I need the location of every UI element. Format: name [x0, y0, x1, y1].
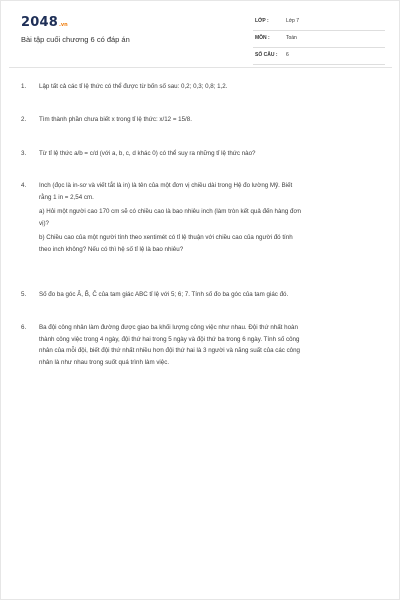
sub-question-text: a) Hỏi một người cao 170 cm sẽ có chiều cao là bao nhiêu inch (làm tròn kết quả đến hàng đơn [39, 208, 301, 215]
header-divider [9, 67, 392, 68]
meta-value: Toán [286, 35, 297, 41]
question-4a [39, 206, 389, 229]
question-text: Ba đội công nhân làm đường được giao ba khối lượng công việc như nhau. Đội thứ nhất hoàn [39, 324, 298, 331]
sub-question-text: b) Chiều cao của một người tính theo xentimét có tỉ lệ thuận với chiều cao của người đó tính [39, 234, 293, 241]
meta-value: Lớp 7 [286, 18, 300, 24]
question-text: thành công việc trong 4 ngày, đội thứ hai trong 5 ngày và đội thứ ba trong 6 ngày. Tính số công [39, 335, 300, 343]
question-text: Tìm thành phần chưa biết x trong tỉ lệ thức: x/12 = 15/8. [39, 116, 192, 123]
question-number: 4. [21, 182, 27, 189]
meta-value: 6 [286, 52, 289, 58]
meta-row-question-count [253, 51, 385, 65]
brand-logo[interactable] [21, 15, 68, 30]
question-number: 2. [21, 116, 27, 123]
document-title: Bài tập cuối chương 6 có đáp án [21, 35, 130, 44]
question-text: Số đo ba góc Â, B̂, Ĉ của tam giác ABC tỉ lệ với 5; 6; 7. Tính số đo ba góc của tam giác đó. [39, 291, 289, 298]
question-number: 5. [21, 291, 27, 298]
meta-label: LỚP : [255, 18, 269, 24]
meta-label: MÔN : [255, 35, 270, 41]
meta-row-class [253, 17, 385, 31]
question-number: 6. [21, 324, 27, 331]
brand-logo-text: 2048 [21, 15, 58, 30]
document-header [1, 1, 400, 65]
sub-question-text: theo inch không? Nếu có thì hệ số tỉ lệ là bao nhiêu? [39, 245, 184, 253]
question-text: Lập tất cả các tỉ lệ thức có thể được từ bốn số sau: 0,2; 0,3; 0,8; 1,2. [39, 83, 228, 90]
meta-label: SỐ CÂU : [255, 52, 278, 58]
sub-question-text: vị)? [39, 219, 49, 227]
question-text: nhân là như nhau trong suốt quá trình làm việc. [39, 358, 170, 366]
question-number: 1. [21, 83, 27, 90]
document-meta [253, 17, 385, 68]
brand-logo-suffix: .vn [58, 22, 68, 28]
question-text: Từ tỉ lệ thức a/b = c/d (với a, b, c, d khác 0) có thể suy ra những tỉ lệ thức nào? [39, 150, 256, 157]
question-text: nhân của mỗi đội, biết đội thứ nhất nhiều hơn đội thứ hai là 3 người và năng suất của các công [39, 347, 300, 354]
question-text: rằng 1 in = 2,54 cm. [39, 193, 94, 201]
question-4b [39, 232, 389, 255]
question-text: Inch (đọc là in-sơ và viết tắt là in) là tên của một đơn vị chiều dài trong Hệ đo lường Mỹ. Biết [39, 182, 293, 189]
question-number: 3. [21, 150, 27, 157]
meta-row-subject [253, 34, 385, 48]
